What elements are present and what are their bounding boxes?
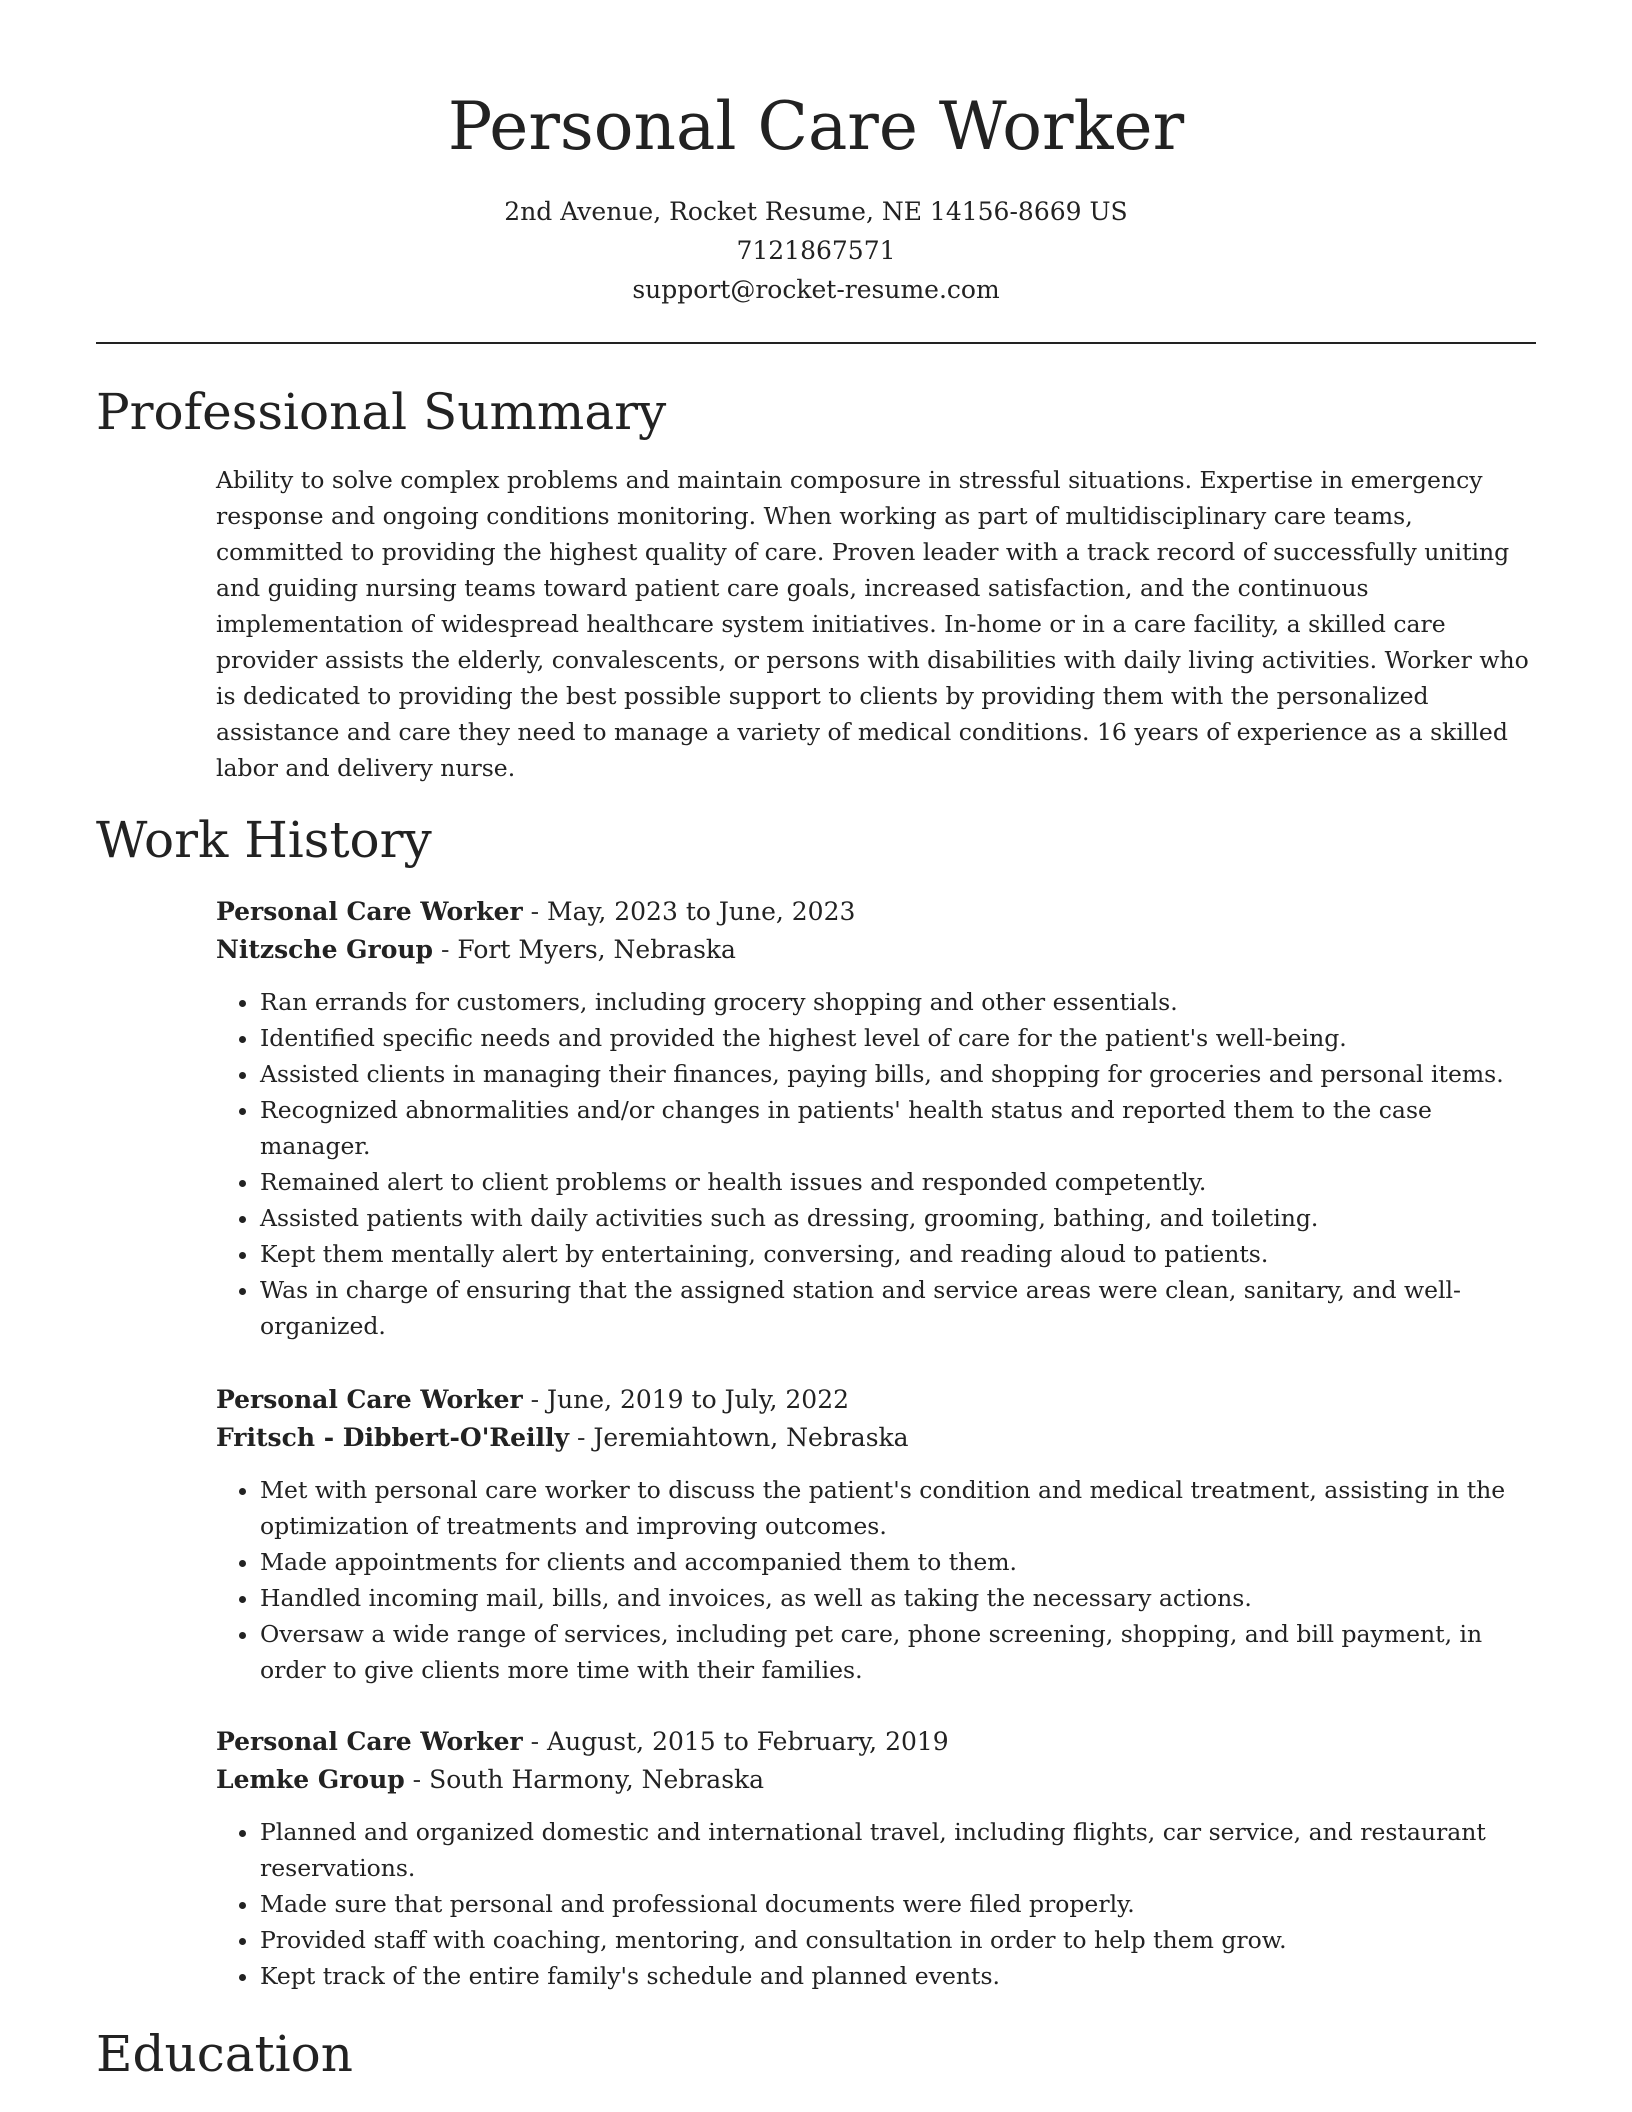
- candidate-name: Personal Care Worker: [447, 88, 1185, 165]
- job-bullet: • Kept them mentally alert by entertaining, conversing, and reading aloud to patients.: [260, 1236, 1536, 1272]
- job-company-line: [216, 1419, 1536, 1457]
- job-location: South Harmony, Nebraska: [429, 1765, 765, 1794]
- contact-block: [0, 192, 1632, 309]
- job-bullet: • Made sure that personal and professional documents were filed properly.: [260, 1886, 1536, 1922]
- job-bullet: • Made appointments for clients and accompanied them to them.: [260, 1544, 1536, 1580]
- job-bullet: • Was in charge of ensuring that the assigned station and service areas were clean, sanitary, and well-organized.: [260, 1272, 1536, 1344]
- job-separator: -: [522, 1385, 548, 1414]
- job-entry: [216, 1723, 1536, 1994]
- job-company-line: [216, 931, 1536, 969]
- job-bullet: • Ran errands for customers, including grocery shopping and other essentials.: [260, 984, 1536, 1020]
- job-role: Personal Care Worker: [216, 897, 523, 926]
- job-bullet: • Planned and organized domestic and international travel, including flights, car service, and restaurant reservations.: [260, 1814, 1536, 1886]
- job-title-line: [216, 893, 1536, 931]
- job-bullet: • Met with personal care worker to discuss the patient's condition and medical treatment, assisting in the optimization of treatments and improving outcomes.: [260, 1472, 1536, 1544]
- resume-header: [0, 0, 1632, 309]
- contact-address: 2nd Avenue, Rocket Resume, NE 14156-8669 US: [504, 197, 1128, 226]
- section-title-education: Education: [96, 2025, 353, 2083]
- job-bullets: [216, 1472, 1536, 1688]
- header-divider: [96, 342, 1536, 344]
- job-company-line: [216, 1761, 1536, 1799]
- job-separator: -: [433, 935, 458, 964]
- job-bullet: • Kept track of the entire family's schedule and planned events.: [260, 1958, 1536, 1994]
- section-title-work-history: Work History: [96, 811, 432, 869]
- job-bullet: • Identified specific needs and provided the highest level of care for the patient's well-being.: [260, 1020, 1536, 1056]
- job-bullet: • Assisted patients with daily activities such as dressing, grooming, bathing, and toileting.: [260, 1200, 1536, 1236]
- job-company: Fritsch - Dibbert-O'Reilly: [216, 1423, 570, 1452]
- job-bullets: [216, 984, 1536, 1344]
- job-bullet: • Remained alert to client problems or health issues and responded competently.: [260, 1164, 1536, 1200]
- summary-text: Ability to solve complex problems and maintain composure in stressful situations. Expertise in emergency response and ongoing conditions monitoring. When working as part of multidisciplinary care teams, committed to providing the highest quality of care. Proven leader with a track record of successfully uniting and guiding nursing teams toward patient care goals, increased satisfaction, and the continuous implementation of widespread healthcare system initiatives. In-home or in a care facility, a skilled care provider assists the elderly, convalescents, or persons with disabilities with daily living activities. Worker who is dedicated to providing the best possible support to clients by providing them with the personalized assistance and care they need to manage a variety of medical conditions. 16 years of experience as a skilled labor and delivery nurse.: [216, 466, 1529, 782]
- job-separator: -: [404, 1765, 430, 1794]
- job-separator: -: [522, 1727, 548, 1756]
- job-bullet: • Assisted clients in managing their finances, paying bills, and shopping for groceries and personal items.: [260, 1056, 1536, 1092]
- job-bullet: • Oversaw a wide range of services, including pet care, phone screening, shopping, and bill payment, in order to give clients more time with their families.: [260, 1616, 1536, 1688]
- job-dates: August, 2015 to February, 2019: [547, 1727, 949, 1756]
- job-bullet: • Handled incoming mail, bills, and invoices, as well as taking the necessary actions.: [260, 1580, 1536, 1616]
- section-title-professional-summary: Professional Summary: [96, 383, 667, 441]
- job-entry: [216, 893, 1536, 1344]
- job-bullets: [216, 1814, 1536, 1994]
- job-company: Nitzsche Group: [216, 935, 434, 964]
- job-title-line: [216, 1723, 1536, 1761]
- job-role: Personal Care Worker: [216, 1385, 523, 1414]
- job-bullet: • Provided staff with coaching, mentoring, and consultation in order to help them grow.: [260, 1922, 1536, 1958]
- job-role: Personal Care Worker: [216, 1727, 523, 1756]
- job-location: Fort Myers, Nebraska: [457, 935, 736, 964]
- job-bullet: • Recognized abnormalities and/or changes in patients' health status and reported them to the case manager.: [260, 1092, 1536, 1164]
- job-location: Jeremiahtown, Nebraska: [593, 1423, 909, 1452]
- job-separator: -: [522, 897, 548, 926]
- contact-email: support@rocket-resume.com: [632, 275, 1000, 304]
- job-title-line: [216, 1381, 1536, 1419]
- job-entry: [216, 1381, 1536, 1688]
- contact-phone: 7121867571: [736, 236, 896, 265]
- job-company: Lemke Group: [216, 1765, 405, 1794]
- job-separator: -: [569, 1423, 594, 1452]
- job-dates: May, 2023 to June, 2023: [547, 897, 856, 926]
- job-dates: June, 2019 to July, 2022: [547, 1385, 850, 1414]
